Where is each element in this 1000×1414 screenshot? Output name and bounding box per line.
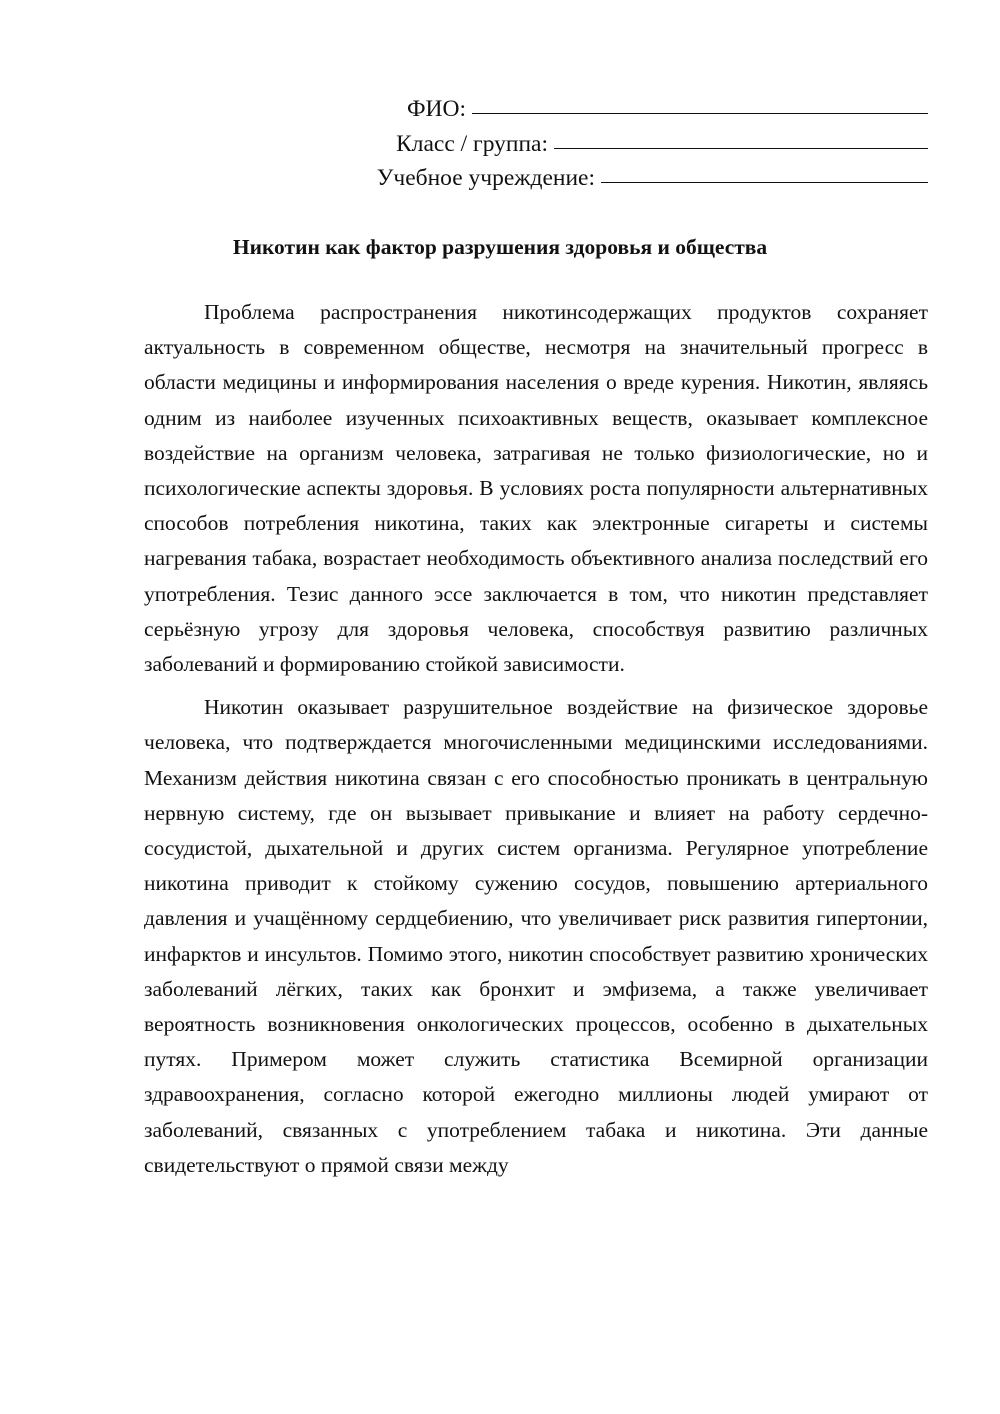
class-blank-line xyxy=(554,126,928,149)
school-label: Учебное учреждение: xyxy=(376,165,595,191)
paragraph: Никотин оказывает разрушительное воздействие на физическое здоровье человека, что подтверждается многочисленными медицинскими исследованиями. Механизм действия никотина связан с его способностью проникать в центральную нервную систему, где он вызывает привыкание и влияет на работу сердечно-сосудистой, дыхательной и других систем организма. Регулярное употребление никотина приводит к стойкому сужению сосудов, повышению артериального давления и учащённому сердцебиению, что увеличивает риск развития гипертонии, инфарктов и инсультов. Помимо этого, никотин способствует развитию хронических заболеваний лёгких, таких как бронхит и эмфизема, а также увеличивает вероятность возникновения онкологических процессов, особенно в дыхательных путях. Примером может служить статистика Всемирной организации здравоохранения, согласно которой ежегодно миллионы людей умирают от заболеваний, связанных с употреблением табака и никотина. Эти данные свидетельствуют о прямой связи между xyxy=(144,695,928,1177)
class-row xyxy=(328,127,928,162)
student-info-block xyxy=(328,92,928,196)
class-label: Класс / группа: xyxy=(396,130,548,157)
fio-label: ФИО: xyxy=(406,96,466,122)
school-blank-line xyxy=(601,160,928,183)
essay-title: Никотин как фактор разрушения здоровья и общества xyxy=(232,235,768,259)
fio-blank-line xyxy=(472,91,928,114)
fio-row xyxy=(328,92,928,127)
school-row xyxy=(328,161,928,196)
paragraph: Проблема распространения никотинсодержащих продуктов сохраняет актуальность в современном обществе, несмотря на значительный прогресс в области медицины и информирования населения о вреде курения. Никотин, являясь одним из наиболее изученных психоактивных веществ, оказывает комплексное воздействие на организм человека, затрагивая не только физиологические, но и психологические аспекты здоровья. В условиях роста популярности альтернативных способов потребления никотина, таких как электронные сигареты и системы нагревания табака, возрастает необходимость объективного анализа последствий его употребления. Тезис данного эссе заключается в том, что никотин представляет серьёзную угрозу для здоровья человека, способствуя развитию различных заболеваний и формированию стойкой зависимости. xyxy=(144,300,928,677)
essay-body xyxy=(144,295,928,1191)
